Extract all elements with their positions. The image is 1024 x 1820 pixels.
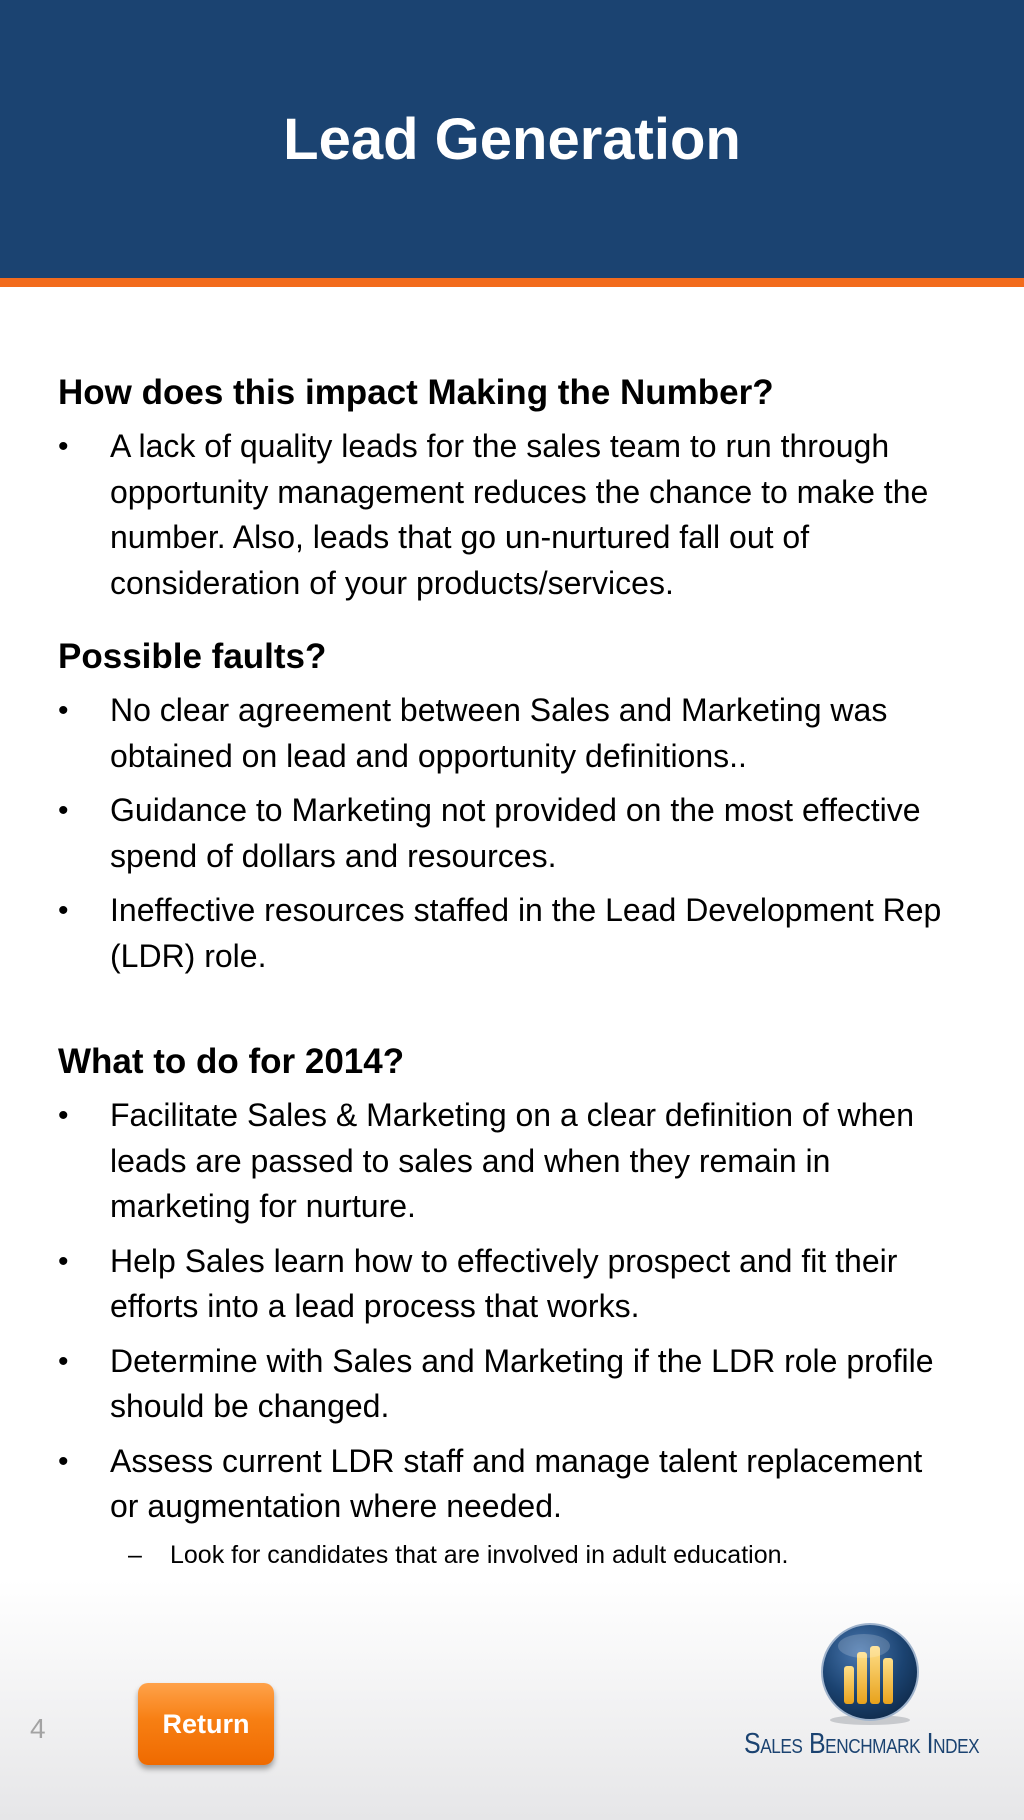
- bullet-icon: •: [58, 430, 69, 463]
- list-item: [58, 1093, 958, 1230]
- bullet-icon: •: [58, 1244, 69, 1278]
- bullet-list: [58, 1093, 958, 1530]
- bullet-text: Facilitate Sales & Marketing on a clear definition of when leads are passed to sales and when they remain in marketing for nurture.: [110, 1097, 914, 1224]
- bullet-icon: •: [58, 694, 69, 727]
- sales-benchmark-index-logo: [740, 1620, 1000, 1770]
- bullet-text: Ineffective resources staffed in the Lead Development Rep (LDR) role.: [110, 892, 942, 974]
- bullet-text: A lack of quality leads for the sales team to run through opportunity management reduces the chance to make the number. Also, leads that go un-nurtured fall out of consideration of your products/services.: [110, 428, 929, 601]
- section-impact: [58, 370, 958, 606]
- bullet-list: [58, 424, 958, 606]
- bullet-icon: •: [58, 1099, 69, 1132]
- bullet-icon: •: [58, 794, 69, 827]
- sub-list-item: [58, 1537, 958, 1573]
- bullet-text: Assess current LDR staff and manage talent replacement or augmentation where needed.: [110, 1442, 923, 1524]
- slide-content: [58, 370, 958, 1573]
- bullet-text: No clear agreement between Sales and Marketing was obtained on lead and opportunity definitions..: [110, 692, 888, 774]
- list-item: [58, 1339, 958, 1430]
- bullet-icon: •: [58, 894, 69, 927]
- bullet-icon: •: [58, 1444, 69, 1478]
- list-item: [58, 788, 958, 879]
- globe-bar-chart-icon: [818, 1620, 922, 1728]
- bullet-text: Determine with Sales and Marketing if the LDR role profile should be changed.: [110, 1342, 934, 1424]
- list-item: [58, 888, 958, 979]
- list-item: [58, 1239, 958, 1330]
- list-item: [58, 1439, 958, 1530]
- bullet-text: Help Sales learn how to effectively prospect and fit their efforts into a lead process that works.: [110, 1242, 898, 1324]
- section-heading: Possible faults?: [58, 637, 327, 676]
- page-number: 4: [30, 1713, 46, 1744]
- bullet-list: [58, 688, 958, 979]
- title-banner: [0, 0, 1024, 278]
- section-heading: What to do for 2014?: [58, 1042, 405, 1081]
- page-title: Lead Generation: [283, 107, 741, 172]
- section-faults: [58, 634, 958, 979]
- bullet-text: Guidance to Marketing not provided on the most effective spend of dollars and resources.: [110, 792, 921, 874]
- bullet-icon: •: [58, 1344, 69, 1378]
- list-item: [58, 688, 958, 779]
- list-item: [58, 424, 958, 606]
- logo-text: Sales Benchmark Index: [744, 1728, 980, 1760]
- section-2014-actions: [58, 1039, 958, 1573]
- accent-stripe: [0, 278, 1024, 287]
- sub-bullet-text: Look for candidates that are involved in adult education.: [170, 1540, 789, 1569]
- dash-icon: –: [128, 1540, 142, 1569]
- return-button[interactable]: Return: [138, 1683, 274, 1765]
- section-heading: How does this impact Making the Number?: [58, 373, 774, 412]
